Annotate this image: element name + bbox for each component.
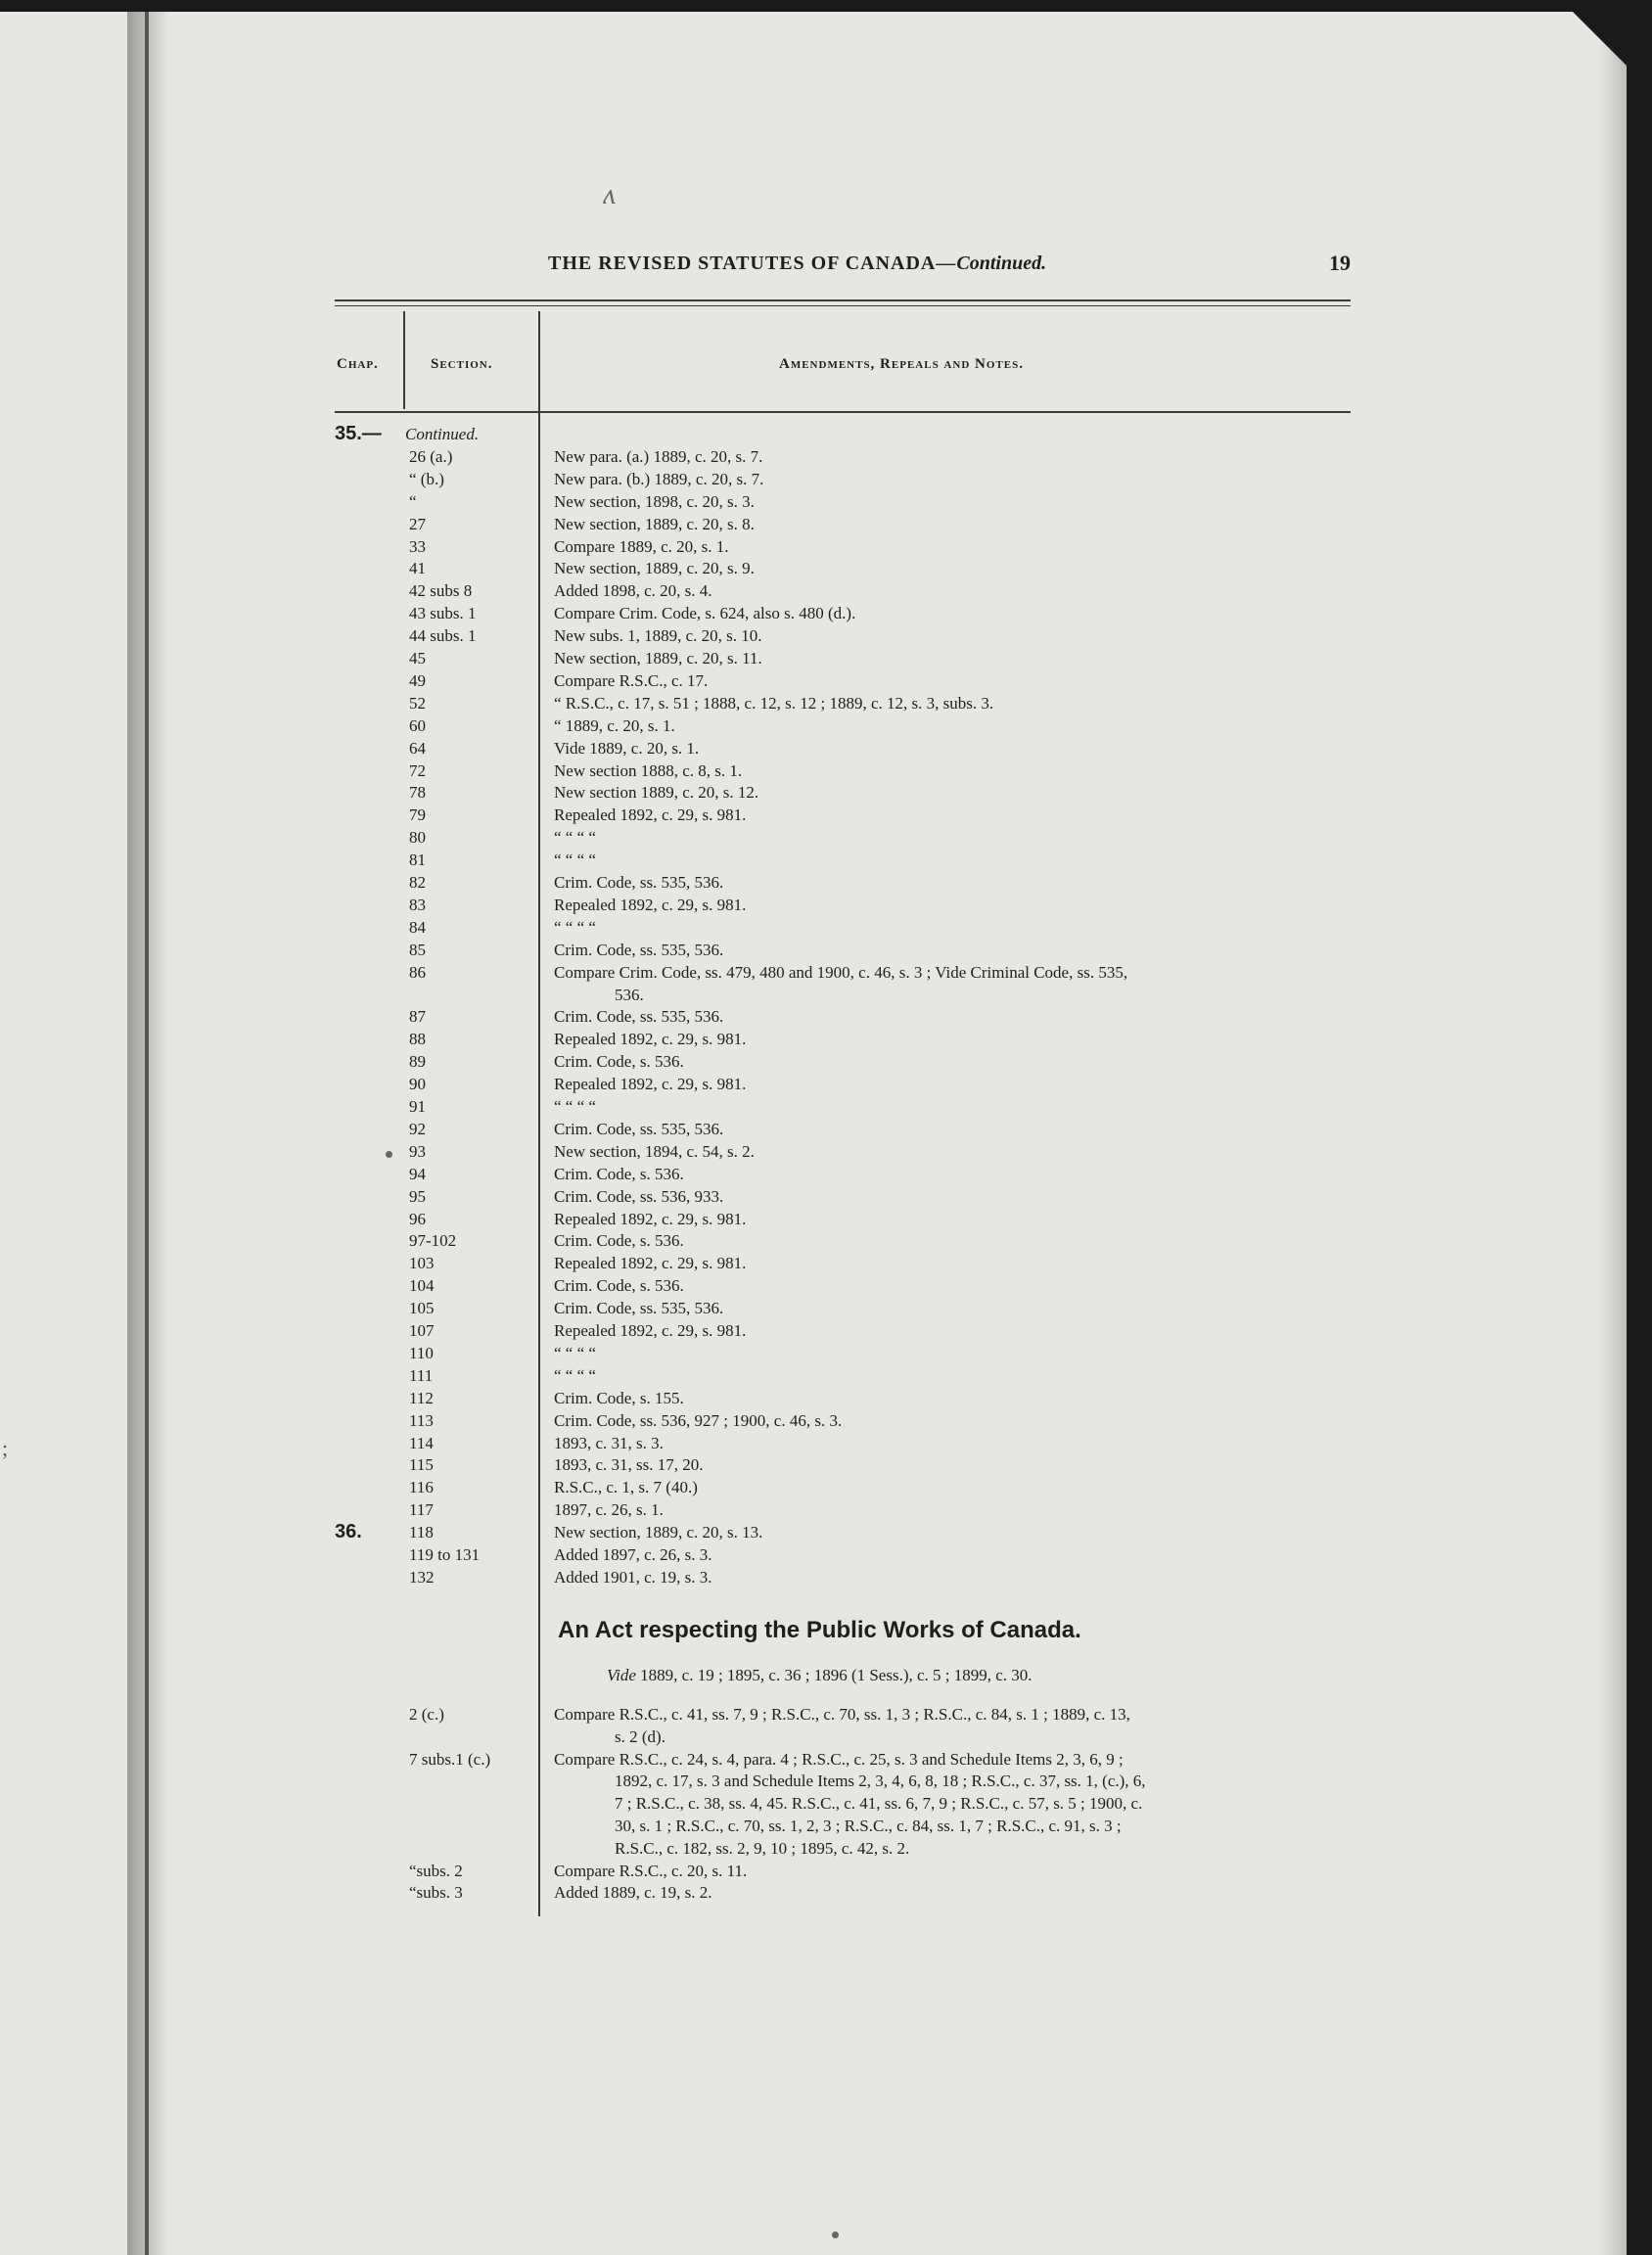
section-number: 89	[409, 1052, 426, 1072]
amendment-note: Added 1901, c. 19, s. 3.	[554, 1567, 712, 1587]
section-number: 7 subs.1 (c.)	[409, 1749, 491, 1769]
table-row	[0, 513, 1409, 535]
section-number: “	[409, 491, 417, 511]
amendment-note: New para. (b.) 1889, c. 20, s. 7.	[554, 469, 764, 488]
table-row	[0, 1860, 1409, 1882]
section-number: “subs. 2	[409, 1861, 463, 1880]
amendment-note: New subs. 1, 1889, c. 20, s. 10.	[554, 626, 762, 646]
section-number: 117	[409, 1500, 434, 1520]
section-number: 111	[409, 1365, 434, 1385]
chapter-number: 35.—	[335, 423, 382, 444]
amendment-note: 1893, c. 31, ss. 17, 20.	[554, 1455, 704, 1475]
amendment-note: “ R.S.C., c. 17, s. 51 ; 1888, c. 12, s. 12 ; 1889, c. 12, s. 3, subs. 3.	[554, 693, 994, 713]
table-row	[0, 1792, 1409, 1815]
table-row	[0, 1837, 1409, 1860]
amendment-note: Repealed 1892, c. 29, s. 981.	[554, 805, 747, 825]
section-number: 118	[409, 1523, 434, 1542]
section-number: 92	[409, 1119, 426, 1138]
table-row	[0, 1342, 1409, 1364]
amendment-note: New section, 1898, c. 20, s. 3.	[554, 491, 755, 511]
amendment-note: “ 1889, c. 20, s. 1.	[554, 715, 675, 735]
section-number: 107	[409, 1321, 435, 1340]
chapter-number: 36.	[335, 1521, 362, 1543]
table-row	[0, 468, 1409, 490]
table-row	[0, 692, 1409, 714]
table-row	[0, 1498, 1409, 1521]
table-row	[0, 1252, 1409, 1274]
amendment-note: Vide 1889, c. 20, s. 1.	[554, 738, 700, 758]
table-row	[0, 1274, 1409, 1297]
amendment-note: Added 1889, c. 19, s. 2.	[554, 1883, 712, 1903]
table-row	[0, 1050, 1409, 1073]
section-number: 41	[409, 559, 426, 578]
table-row	[0, 1409, 1409, 1432]
amendment-note: R.S.C., c. 182, ss. 2, 9, 10 ; 1895, c. 42, s. 2.	[615, 1838, 910, 1858]
table-row	[0, 1208, 1409, 1230]
amendment-note: Compare Crim. Code, ss. 479, 480 and 1900, c. 46, s. 3 ; Vide Criminal Code, ss. 535,	[554, 962, 1128, 982]
amendment-note: 1892, c. 17, s. 3 and Schedule Items 2, 3, 4, 6, 8, 18 ; R.S.C., c. 37, ss. 1, (c.), 6,	[615, 1772, 1146, 1791]
table-row	[0, 1095, 1409, 1118]
table-row	[0, 939, 1409, 961]
section-number: 95	[409, 1186, 426, 1206]
amendment-note: R.S.C., c. 1, s. 7 (40.)	[554, 1478, 698, 1497]
table-row	[0, 916, 1409, 939]
section-number: 114	[409, 1433, 434, 1452]
act-heading: An Act respecting the Public Works of Canada.	[558, 1617, 1081, 1643]
amendment-note: “ “ “ “	[554, 851, 596, 870]
table-row	[0, 1815, 1409, 1837]
section-number: “subs. 3	[409, 1883, 463, 1903]
section-number: 79	[409, 805, 426, 825]
header-rule-top-thin	[335, 305, 1351, 306]
amendment-note: Compare R.S.C., c. 20, s. 11.	[554, 1861, 748, 1880]
amendment-note: Crim. Code, s. 536.	[554, 1052, 684, 1072]
table-row	[0, 1319, 1409, 1342]
running-title	[548, 253, 1046, 275]
section-number: 105	[409, 1299, 435, 1318]
ink-dot	[832, 2232, 839, 2238]
table-row	[0, 781, 1409, 804]
vide-word: Vide	[607, 1666, 636, 1684]
amendment-note: 1893, c. 31, s. 3.	[554, 1433, 664, 1452]
table-row	[0, 714, 1409, 737]
section-number: 85	[409, 940, 426, 959]
section-number: “ (b.)	[409, 469, 444, 488]
section-number: 86	[409, 962, 426, 982]
header-rule-top	[335, 299, 1351, 301]
table-row	[0, 737, 1409, 759]
section-number: 72	[409, 760, 426, 780]
table-row	[0, 1297, 1409, 1319]
section-number: 78	[409, 783, 426, 803]
table-row	[0, 1185, 1409, 1208]
header-rule-bottom	[335, 411, 1351, 413]
table-row	[0, 1521, 1409, 1543]
table-row	[0, 849, 1409, 871]
section-number: Continued.	[405, 425, 480, 443]
column-header-section: Section.	[431, 356, 493, 372]
page-number: 19	[1329, 251, 1351, 275]
table-row	[0, 669, 1409, 692]
section-number: 110	[409, 1343, 434, 1362]
amendment-note: Crim. Code, ss. 535, 536.	[554, 1119, 724, 1138]
section-number: 103	[409, 1254, 435, 1273]
amendment-note: 1897, c. 26, s. 1.	[554, 1500, 664, 1520]
table-row	[0, 1453, 1409, 1476]
amendment-note: 30, s. 1 ; R.S.C., c. 70, ss. 1, 2, 3 ; R.S.C., c. 84, ss. 1, 7 ; R.S.C., c. 91, s. 3 ;	[615, 1817, 1122, 1835]
section-number: 33	[409, 536, 426, 556]
table-row	[0, 1543, 1409, 1566]
section-number: 94	[409, 1164, 426, 1183]
amendment-note: Crim. Code, ss. 535, 536.	[554, 1007, 724, 1027]
table-row	[0, 1229, 1409, 1252]
amendment-note: Compare 1889, c. 20, s. 1.	[554, 536, 729, 556]
amendment-note: “ “ “ “	[554, 828, 596, 848]
section-number: 113	[409, 1410, 434, 1430]
section-number: 80	[409, 828, 426, 848]
amendment-note: Compare R.S.C., c. 24, s. 4, para. 4 ; R.S.C., c. 25, s. 3 and Schedule Items 2, 3, 6, 9 ;	[554, 1749, 1124, 1769]
table-row	[0, 1566, 1409, 1588]
section-number: 96	[409, 1209, 426, 1228]
amendment-note: Crim. Code, ss. 536, 927 ; 1900, c. 46, s. 3.	[554, 1410, 843, 1430]
amendment-note: New para. (a.) 1889, c. 20, s. 7.	[554, 446, 763, 466]
amendment-note: 7 ; R.S.C., c. 38, ss. 4, 45. R.S.C., c. 41, ss. 6, 7, 9 ; R.S.C., c. 57, s. 5 ; 1900, c.	[615, 1794, 1143, 1814]
section-number: 116	[409, 1478, 434, 1497]
table-row	[0, 535, 1409, 558]
act-vide-note	[607, 1666, 1032, 1685]
table-row	[0, 647, 1409, 669]
table-row	[0, 1140, 1409, 1163]
amendment-note: Compare R.S.C., c. 17.	[554, 670, 709, 690]
running-title-continued: Continued.	[956, 253, 1047, 274]
amendment-note: Crim. Code, s. 536.	[554, 1164, 684, 1183]
section-number: 43 subs. 1	[409, 604, 477, 623]
section-number: 115	[409, 1455, 434, 1475]
amendment-note: New section, 1894, c. 54, s. 2.	[554, 1141, 755, 1161]
amendment-note: Crim. Code, s. 155.	[554, 1388, 684, 1407]
amendment-note: Added 1897, c. 26, s. 3.	[554, 1545, 712, 1564]
amendment-note: Crim. Code, ss. 535, 536.	[554, 940, 724, 959]
column-header-notes: Amendments, Repeals and Notes.	[779, 356, 1024, 372]
margin-mark: ;	[2, 1436, 9, 1460]
table-row	[0, 826, 1409, 849]
amendment-note: Repealed 1892, c. 29, s. 981.	[554, 1209, 747, 1228]
table-row	[0, 1118, 1409, 1140]
amendment-note: New section, 1889, c. 20, s. 13.	[554, 1523, 763, 1542]
section-number: 26 (a.)	[409, 446, 453, 466]
table-row	[0, 871, 1409, 894]
section-number: 27	[409, 514, 426, 533]
amendment-note: New section 1888, c. 8, s. 1.	[554, 760, 743, 780]
amendment-note: New section, 1889, c. 20, s. 11.	[554, 649, 762, 667]
table-row	[0, 423, 1409, 445]
section-number: 112	[409, 1388, 434, 1407]
amendment-note: s. 2 (d).	[615, 1726, 665, 1746]
section-number: 90	[409, 1075, 426, 1094]
section-number: 97-102	[409, 1231, 457, 1251]
amendment-note: Repealed 1892, c. 29, s. 981.	[554, 1075, 747, 1094]
amendment-note: “ “ “ “	[554, 1365, 596, 1385]
table-row	[0, 1073, 1409, 1095]
amendment-note: Added 1898, c. 20, s. 4.	[554, 581, 712, 601]
amendment-note: New section, 1889, c. 20, s. 9.	[554, 559, 755, 578]
running-title-text: THE REVISED STATUTES OF CANADA—	[548, 253, 957, 274]
amendment-note: Crim. Code, s. 536.	[554, 1231, 684, 1251]
table-row	[0, 1005, 1409, 1028]
table-row	[0, 1881, 1409, 1904]
section-number: 49	[409, 670, 426, 690]
amendment-note: Crim. Code, ss. 535, 536.	[554, 1299, 724, 1318]
pencil-mark: ʌ	[603, 178, 617, 210]
column-header-chap: Chap.	[337, 356, 379, 372]
section-number: 93	[409, 1141, 426, 1161]
section-number: 64	[409, 738, 426, 758]
section-number: 52	[409, 693, 426, 713]
column-divider-chap	[403, 311, 405, 409]
amendment-note: Crim. Code, s. 536.	[554, 1276, 684, 1296]
table-row	[0, 759, 1409, 782]
table-row	[0, 961, 1409, 984]
folded-corner	[1573, 12, 1627, 66]
amendment-note: 536.	[615, 985, 644, 1004]
table-row	[0, 1748, 1409, 1771]
section-number: 84	[409, 917, 426, 937]
amendment-note: Compare R.S.C., c. 41, ss. 7, 9 ; R.S.C., c. 70, ss. 1, 3 ; R.S.C., c. 84, s. 1 ; 1889, c. 13,	[554, 1705, 1130, 1724]
section-number: 83	[409, 895, 426, 914]
table-row	[0, 1387, 1409, 1409]
table-row	[0, 1163, 1409, 1185]
table-row	[0, 804, 1409, 826]
section-number: 60	[409, 715, 426, 735]
table-row	[0, 557, 1409, 579]
amendment-note: Crim. Code, ss. 535, 536.	[554, 873, 724, 892]
amendment-note: New section, 1889, c. 20, s. 8.	[554, 514, 755, 533]
table-row	[0, 1726, 1409, 1748]
page-edge-shadow	[1599, 12, 1627, 2255]
vide-references: 1889, c. 19 ; 1895, c. 36 ; 1896 (1 Sess.), c. 5 ; 1899, c. 30.	[635, 1666, 1032, 1684]
table-row	[0, 894, 1409, 916]
section-number: 45	[409, 649, 426, 667]
amendment-note: Repealed 1892, c. 29, s. 981.	[554, 1254, 747, 1273]
amendment-note: Repealed 1892, c. 29, s. 981.	[554, 1321, 747, 1340]
amendment-note: Repealed 1892, c. 29, s. 981.	[554, 895, 747, 914]
table-row	[0, 1770, 1409, 1792]
table-row	[0, 624, 1409, 647]
amendment-note: Compare Crim. Code, s. 624, also s. 480 (d.).	[554, 604, 856, 623]
amendment-note: New section 1889, c. 20, s. 12.	[554, 783, 759, 803]
amendment-note: “ “ “ “	[554, 917, 596, 937]
amendment-note: “ “ “ “	[554, 1097, 596, 1116]
table-row	[0, 602, 1409, 624]
amendment-note: Repealed 1892, c. 29, s. 981.	[554, 1030, 747, 1049]
section-number: 132	[409, 1567, 435, 1587]
section-number: 119 to 131	[409, 1545, 481, 1564]
section-number: 81	[409, 851, 426, 870]
amendment-note: “ “ “ “	[554, 1343, 596, 1362]
table-row	[0, 1432, 1409, 1454]
table-row	[0, 1028, 1409, 1050]
section-number: 104	[409, 1276, 435, 1296]
section-number: 91	[409, 1097, 426, 1116]
table-row	[0, 1364, 1409, 1387]
section-number: 44 subs. 1	[409, 626, 477, 646]
table-row	[0, 579, 1409, 602]
section-number: 82	[409, 873, 426, 892]
section-number: 87	[409, 1007, 426, 1027]
section-number: 42 subs 8	[409, 581, 473, 601]
section-number: 88	[409, 1030, 426, 1049]
table-row	[0, 1476, 1409, 1498]
table-row	[0, 984, 1409, 1006]
section-number: 2 (c.)	[409, 1705, 444, 1724]
table-row	[0, 490, 1409, 513]
table-row	[0, 445, 1409, 468]
table-row	[0, 1703, 1409, 1726]
amendment-note: Crim. Code, ss. 536, 933.	[554, 1186, 724, 1206]
